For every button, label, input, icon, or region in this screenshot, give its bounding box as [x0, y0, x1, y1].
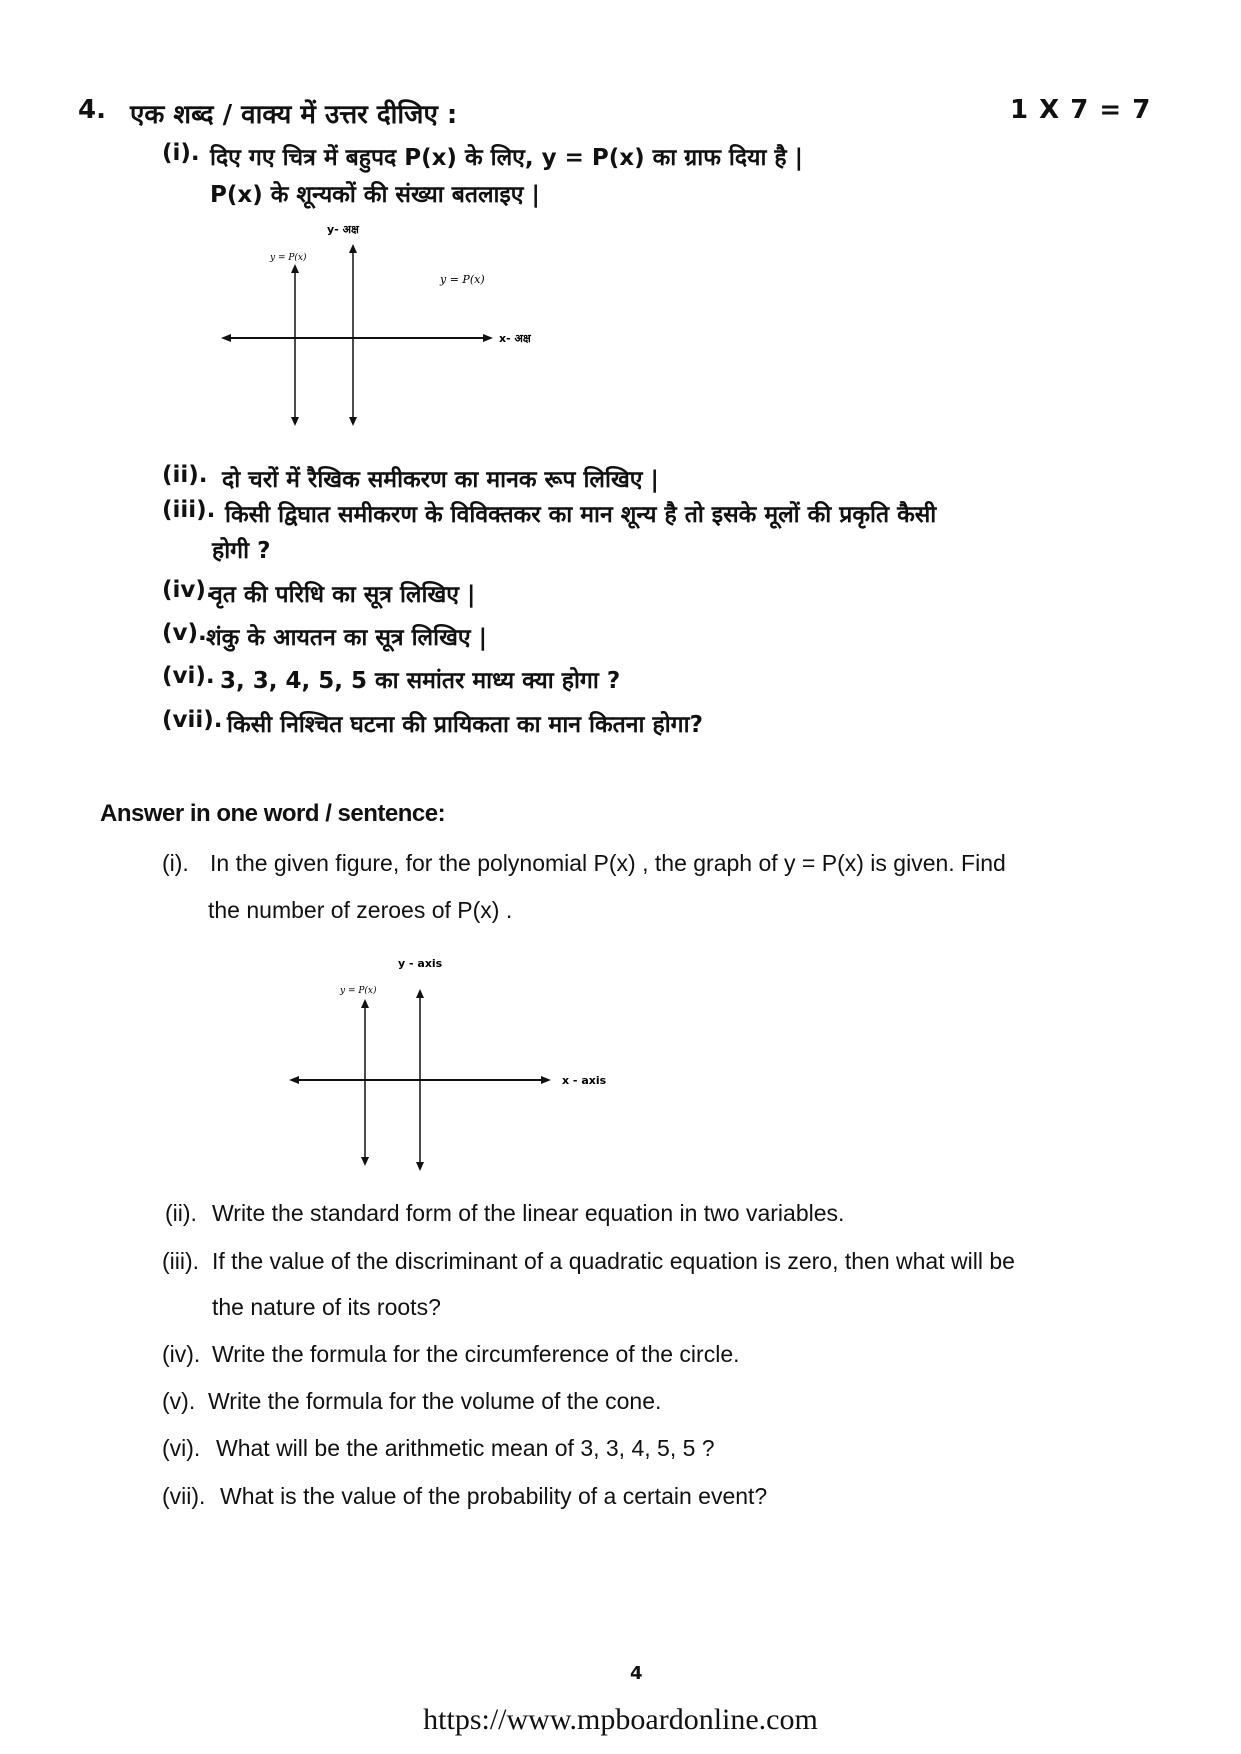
- left-line-arrow-down: [361, 1157, 369, 1166]
- english-item-vii-label: (vii).: [162, 1483, 206, 1509]
- hindi-x-axis-label: x- अक्ष: [499, 332, 531, 345]
- hindi-item-iv-text: वृत की परिधि का सूत्र लिखिए |: [210, 582, 476, 608]
- english-item-iii-label: (iii).: [162, 1248, 200, 1274]
- x-axis-arrow-left: [221, 334, 231, 342]
- english-item-vi-label: (vi).: [162, 1435, 201, 1461]
- y-axis-arrow-down: [416, 1162, 424, 1171]
- english-item-ii-text: Write the standard form of the linear equation in two variables.: [212, 1200, 845, 1226]
- english-x-axis-label: x - axis: [562, 1074, 607, 1087]
- hindi-curve-label-right: y = P(x): [440, 273, 485, 286]
- hindi-item-v-label: (v).: [162, 620, 207, 646]
- hindi-item-i-text: दिए गए चित्र में बहुपद P(x) के लिए, y = P(x) का ग्राफ दिया है |: [210, 145, 804, 171]
- english-item-vii-text: What is the value of the probability of a certain event?: [220, 1483, 768, 1509]
- question-title-hindi: एक शब्द / वाक्य में उत्तर दीजिए :: [130, 100, 458, 130]
- hindi-item-ii-text: दो चरों में रैखिक समीकरण का मानक रूप लिखिए |: [222, 467, 659, 493]
- page-number: 4: [630, 1663, 643, 1684]
- hindi-curve-label-left: y = P(x): [270, 253, 307, 263]
- english-curve-label: y = P(x): [340, 986, 377, 996]
- english-polynomial-graph: [285, 955, 625, 1175]
- english-item-iii-text-cont: the nature of its roots?: [212, 1294, 441, 1320]
- english-item-iii-text: If the value of the discriminant of a quadratic equation is zero, then what will be: [212, 1248, 1015, 1274]
- english-item-i-text: In the given figure, for the polynomial P(x) , the graph of y = P(x) is given. Find: [210, 850, 1006, 876]
- hindi-item-vii-text: किसी निश्चित घटना की प्रायिकता का मान कितना होगा?: [227, 712, 703, 738]
- english-item-ii-label: (ii).: [165, 1200, 197, 1226]
- hindi-item-vi-text: 3, 3, 4, 5, 5 का समांतर माध्य क्या होगा ?: [220, 668, 621, 694]
- english-y-axis-label: y - axis: [398, 957, 443, 970]
- hindi-item-vii-label: (vii).: [162, 707, 223, 733]
- x-axis-arrow-right: [483, 334, 493, 342]
- hindi-item-iii-text-cont: होगी ?: [212, 538, 271, 564]
- left-line-arrow-down: [291, 417, 299, 426]
- english-item-iv-label: (iv).: [162, 1341, 201, 1367]
- left-line-arrow-up: [291, 264, 299, 273]
- english-item-i-label: (i).: [162, 850, 189, 876]
- hindi-y-axis-label: y- अक्ष: [327, 223, 359, 236]
- hindi-item-vi-label: (vi).: [162, 663, 215, 689]
- hindi-item-iii-label: (iii).: [162, 497, 216, 523]
- hindi-item-iii-text: किसी द्विघात समीकरण के विविक्तकर का मान शून्य है तो इसके मूलों की प्रकृति कैसी: [225, 502, 937, 528]
- x-axis-arrow-left: [289, 1076, 299, 1084]
- english-item-iv-text: Write the formula for the circumference of the circle.: [212, 1341, 740, 1367]
- hindi-item-ii-label: (ii).: [162, 462, 208, 488]
- hindi-item-i-label: (i).: [162, 140, 200, 166]
- hindi-item-v-text: शंकु के आयतन का सूत्र लिखिए |: [206, 625, 488, 651]
- question-number: 4.: [78, 95, 106, 125]
- english-item-vi-text: What will be the arithmetic mean of 3, 3, 4, 5, 5 ?: [216, 1435, 715, 1461]
- hindi-item-i-text-cont: P(x) के शून्यकों की संख्या बतलाइए |: [210, 182, 540, 208]
- y-axis-arrow-up: [416, 989, 424, 998]
- y-axis-arrow-down: [349, 417, 357, 426]
- hindi-polynomial-graph: [215, 215, 555, 430]
- footer-url-link[interactable]: https://www.mpboardonline.com: [423, 1703, 818, 1736]
- english-item-v-label: (v).: [162, 1388, 196, 1414]
- english-item-v-text: Write the formula for the volume of the cone.: [208, 1388, 662, 1414]
- hindi-item-iv-label: (iv).: [162, 577, 215, 603]
- english-heading: Answer in one word / sentence:: [100, 800, 446, 827]
- y-axis-arrow-up: [349, 244, 357, 253]
- x-axis-arrow-right: [541, 1076, 551, 1084]
- english-item-i-text-cont: the number of zeroes of P(x) .: [208, 897, 513, 923]
- left-line-arrow-up: [361, 999, 369, 1008]
- marks-allocation: 1 X 7 = 7: [1010, 95, 1152, 125]
